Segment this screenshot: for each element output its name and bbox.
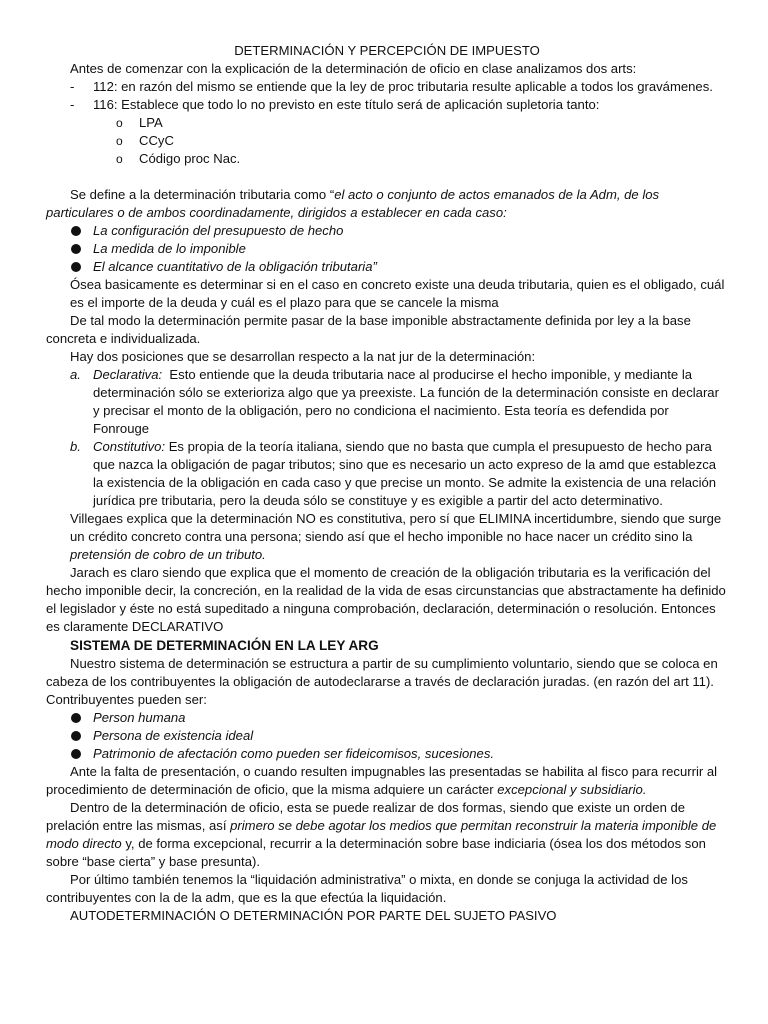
list-item-text: La medida de lo imponible	[93, 241, 246, 256]
list-item-text: Código proc Nac.	[139, 151, 241, 166]
list-item-text: Persona de existencia ideal	[93, 728, 254, 743]
bullet-dot-icon	[71, 713, 81, 723]
alpha-marker: a.	[70, 367, 81, 382]
oficio-text-end: y, de forma excepcional, recurrir a la determinación sobre base indiciaria (ósea los dos métodos son sobre “base cierta” y base presunta).	[46, 836, 706, 869]
list-item	[46, 727, 728, 745]
list-item	[46, 709, 728, 727]
bullet-dot-icon	[71, 244, 81, 254]
posicion-text: Es propia de la teoría italiana, siendo que no basta que cumpla el presupuesto de hecho para que nazca la obligación de pagar tributos; sino que es necesario un acto expreso de la amd que establezca la existencia de la obligación en cada caso y que precise un monto. Se admite la existencia de una relación jurídica pre tributaria, pero la deuda sólo se constituye y es exigible a partir del acto determinativo.	[93, 439, 717, 508]
list-item	[46, 745, 728, 763]
liquidacion-paragraph: Por último también tenemos la “liquidación administrativa” o mixta, en donde se conjuga la actividad de los contribuyentes con la de la adm, que es la que efectúa la liquidación.	[46, 872, 688, 905]
section-heading: SISTEMA DE DETERMINACIÓN EN LA LEY ARG	[70, 638, 379, 653]
list-item-text: La configuración del presupuesto de hecho	[93, 223, 344, 238]
circle-marker: o	[116, 116, 123, 130]
list-item-text: CCyC	[139, 133, 174, 148]
list-item-text: El alcance cuantitativo de la obligación tributaria”	[93, 259, 377, 274]
article-112	[46, 78, 728, 96]
oficio-text: Dentro de la determinación de oficio, esta se puede realizar de dos formas, siendo que existe un orden de prelación entre las mismas, así	[46, 800, 686, 833]
article-116-text: 116: Establece que todo lo no previsto en este título será de aplicación supletoria tanto:	[93, 97, 600, 112]
definition-paragraph	[46, 186, 728, 222]
posiciones-list	[46, 366, 728, 510]
sistema-paragraph: Nuestro sistema de determinación se estructura a partir de su cumplimiento voluntario, siendo que se coloca en cabeza de los contribuyentes la obligación de autodeclararse a través de declaración juradas. (en razón del art 11). Contribuyentes pueden ser:	[46, 656, 718, 707]
supletoria-list	[46, 114, 728, 168]
list-item-text: LPA	[139, 115, 163, 130]
doc-title: DETERMINACIÓN Y PERCEPCIÓN DE IMPUESTO	[234, 43, 540, 58]
dash-marker: -	[70, 79, 75, 94]
spacer	[46, 168, 728, 186]
villegas-text: Villegaes explica que la determinación NO es constitutiva, pero sí que ELIMINA incertidumbre, siendo que surge un crédito concreto contra una persona; siendo así que el hecho imponible no hace nacer un crédito sino la	[70, 511, 722, 544]
articles-list	[46, 78, 728, 114]
falta-text: Ante la falta de presentación, o cuando resulten impugnables las presentadas se habilita al fisco para recurrir al procedimiento de determinación de oficio, que la misma adquiere un carácter	[46, 764, 718, 797]
list-item	[46, 114, 728, 132]
definition-lead: Se define a la determinación tributaria como “	[70, 187, 335, 202]
falta-paragraph	[46, 763, 728, 799]
villegas-paragraph	[46, 510, 728, 564]
detal-paragraph: De tal modo la determinación permite pasar de la base imponible abstractamente definida por ley a la base concreta e individualizada.	[46, 313, 691, 346]
contribuyentes-list	[46, 709, 728, 763]
list-item	[46, 240, 728, 258]
posicion-constitutivo	[46, 438, 728, 510]
definition-list	[46, 222, 728, 276]
posicion-text: Esto entiende que la deuda tributaria nace al producirse el hecho imponible, y mediante la determinación sólo se exterioriza algo que ya preexiste. La función de la determinación consiste en declarar y precisar el monto de la obligación, pero no condiciona el nacimiento. Esta teoría es defendida por Fonrouge	[93, 367, 723, 436]
oficio-paragraph	[46, 799, 728, 871]
article-116	[46, 96, 728, 114]
list-item	[46, 258, 728, 276]
list-item	[46, 222, 728, 240]
list-item-text: Person humana	[93, 710, 186, 725]
autodeterminacion-paragraph: AUTODETERMINACIÓN O DETERMINACIÓN POR PARTE DEL SUJETO PASIVO	[70, 908, 557, 923]
list-item	[46, 132, 728, 150]
bullet-dot-icon	[71, 749, 81, 759]
posicion-term: Declarativa:	[93, 367, 163, 382]
bullet-dot-icon	[71, 731, 81, 741]
list-item-text: Patrimonio de afectación como pueden ser fideicomisos, sucesiones.	[93, 746, 495, 761]
posicion-term: Constitutivo:	[93, 439, 166, 454]
circle-marker: o	[116, 152, 123, 166]
jarach-paragraph: Jarach es claro siendo que explica que el momento de creación de la obligación tributaria es la verificación del hecho imponible decir, la concreción, en la realidad de la vida de esas circunstancias que abstractamente ha definido el legislador y éste no está supeditado a ninguna comprobación, declaración, determinación o resolución. Entonces es claramente DECLARATIVO	[46, 565, 726, 634]
villegas-italic: pretensión de cobro de un tributo.	[70, 547, 266, 562]
list-item	[46, 150, 728, 168]
intro-paragraph: Antes de comenzar con la explicación de la determinación de oficio en clase analizamos dos arts:	[70, 61, 637, 76]
osea-paragraph: Ósea basicamente es determinar si en el caso en concreto existe una deuda tributaria, quien es el obligado, cuál es el importe de la deuda y cuál es el plazo para que se cancele la misma	[70, 277, 725, 310]
posiciones-paragraph: Hay dos posiciones que se desarrollan respecto a la nat jur de la determinación:	[70, 349, 536, 364]
dash-marker: -	[70, 97, 75, 112]
bullet-dot-icon	[71, 262, 81, 272]
posicion-declarativa	[46, 366, 728, 438]
circle-marker: o	[116, 134, 123, 148]
falta-italic: excepcional y subsidiario.	[497, 782, 647, 797]
alpha-marker: b.	[70, 439, 81, 454]
oficio-italic: primero se debe agotar los medios que permitan reconstruir la materia imponible de modo directo	[46, 818, 717, 851]
article-112-text: 112: en razón del mismo se entiende que la ley de proc tributaria resulte aplicable a todos los gravámenes.	[93, 79, 713, 94]
definition-quote: el acto o conjunto de actos emanados de la Adm, de los particulares o de ambos coordinadamente, dirigidos a establecer en cada caso:	[46, 187, 660, 220]
bullet-dot-icon	[71, 226, 81, 236]
